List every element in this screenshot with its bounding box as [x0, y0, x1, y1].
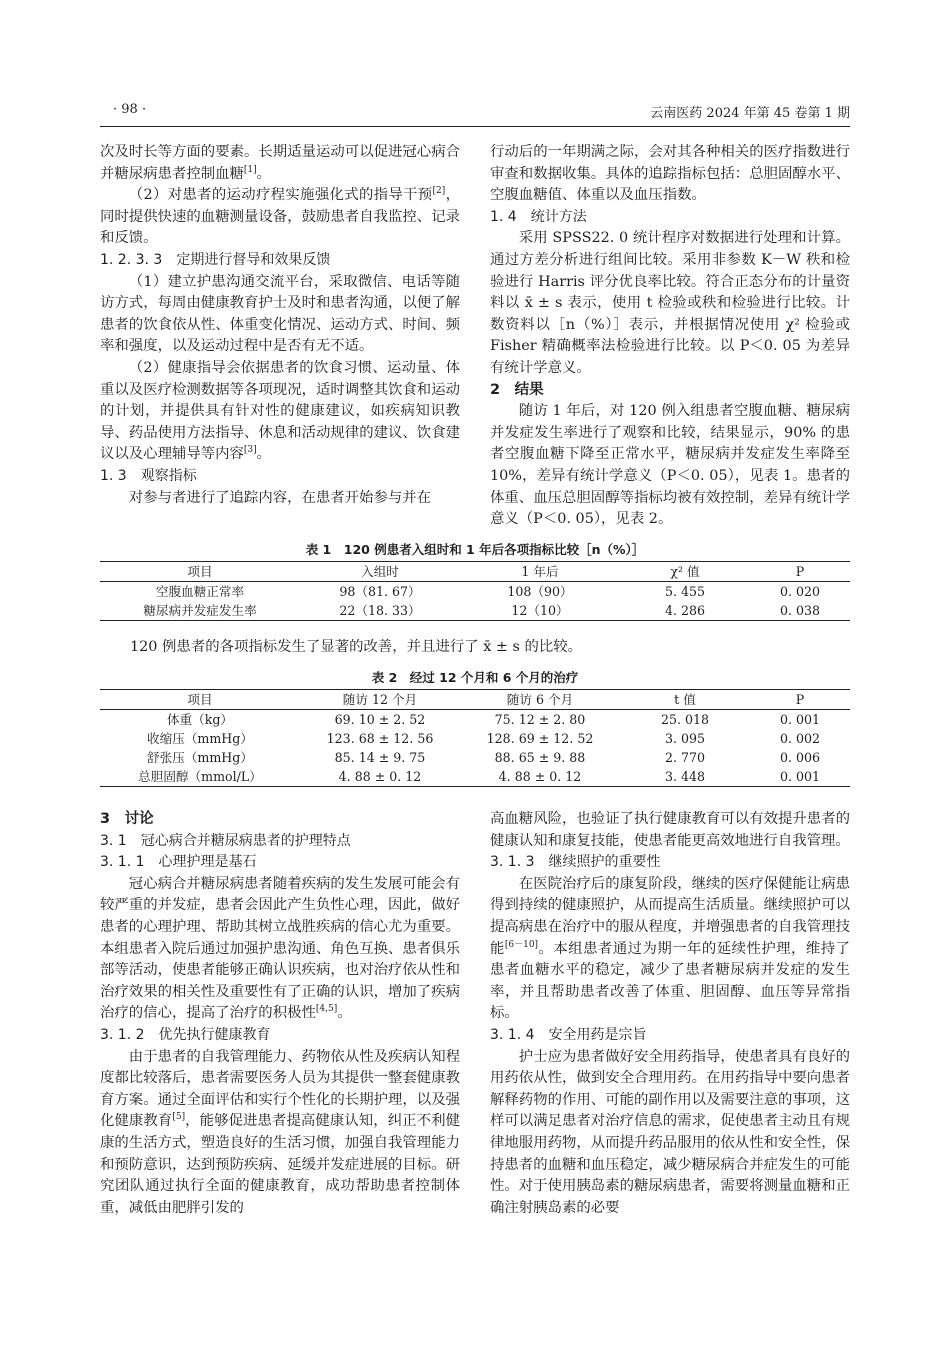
table-cell: 舒张压（mmHg） — [147, 750, 253, 765]
section-heading — [100, 1025, 460, 1047]
table-cell: 4. 286 — [620, 601, 750, 621]
paragraph-text: 护士应为患者做好安全用药指导，使患者具有良好的用药依从性，做到安全合理用药。在用药指导中要向患者解释药物的作用、可能的副作用以及需要注意的事项，这样可以满足患者对治疗信息的需求，促使患者主动且有规律地服用药物，从而提升药品服用的依从性和安全性，保持患者的血糖和血压稳定，减少糖尿病合并症发生的可能性。对于使用胰岛素的糖尿病患者，需要将测量血糖和正确注射胰岛素的必要 — [490, 1048, 850, 1216]
paragraph-text: 在医院治疗后的康复阶段，继续的医疗保健能让病患得到持续的健康照护，从而提高生活质量。继续照护可以提高病患在治疗中的服从程度，并增强患者的自我管理技能 — [490, 875, 850, 957]
table-row — [100, 582, 850, 602]
section-heading — [100, 852, 460, 874]
column-header: 项目 — [100, 690, 300, 710]
paragraph-text: 采用 SPSS22. 0 统计程序对数据进行处理和计算。通过方差分析进行组间比较。采用非参数 K－W 秩和检验进行 Harris 评分优良率比较。符合正态分布的计量资料以 x̄ ± s 表示，使用 t 检验或秩和检验进行比较。计数资料以［n（%）］表示，并根据情况使用 χ² 检验或 Fisher 精确概率法检验进行比较。以 P＜0. 05 为差异有统计学意义。 — [490, 230, 850, 376]
paragraph-text: 1. 3 观察指标 — [100, 467, 197, 484]
paragraph — [100, 874, 460, 1025]
table-cell: 25. 018 — [660, 712, 710, 727]
table-cell: 0. 001 — [750, 767, 850, 787]
citation-ref: [1] — [243, 164, 257, 175]
column-header: P — [750, 690, 850, 710]
section-heading — [490, 380, 850, 402]
table-row — [100, 767, 850, 787]
table2-caption: 表 2 经过 12 个月和 6 个月的治疗 — [371, 670, 579, 685]
table1 — [100, 561, 850, 621]
section-heading — [490, 1025, 850, 1047]
table-cell: 0. 020 — [779, 584, 821, 599]
paragraph — [100, 488, 460, 510]
table2 — [100, 689, 850, 787]
table-cell: 0. 001 — [779, 712, 821, 727]
table-cell: 85. 14 ± 9. 75 — [334, 750, 426, 765]
left-column-top — [100, 142, 460, 509]
paragraph-text: 高血糖风险，也验证了执行健康教育可以有效提升患者的健康认知和康复技能，使患者能更高效地进行自我管理。 — [490, 811, 850, 849]
table-cell: 总胆固醇（mmol/L） — [100, 767, 300, 787]
table-cell: 3. 448 — [620, 767, 750, 787]
column-header: 项目 — [100, 562, 300, 582]
header-rule — [100, 126, 850, 127]
section-heading — [100, 809, 460, 831]
table-cell: 69. 10 ± 2. 52 — [334, 712, 426, 727]
paragraph-text: 冠心病合并糖尿病患者随着疾病的发生发展可能会有较严重的并发症，患者会因此产生负性心理，因此，做好患者的心理护理、帮助其树立战胜疾病的信心尤为重要。本组患者入院后通过加强护患沟通、角色互换、患者俱乐部等活动，使患者能够正确认识疾病，也对治疗依从性和治疗效果的相关性及重要性有了正确的认识，增加了疾病治疗的信心，提高了治疗的积极性 — [100, 875, 460, 1022]
between-tables-text: 120 例患者的各项指标发生了显著的改善，并且进行了 x̄ ± s 的比较。 — [130, 639, 583, 655]
section-heading — [100, 831, 460, 853]
paragraph-text: （1）建立护患沟通交流平台，采取微信、电话等随访方式，每周由健康教育护士及时和患者沟通，以便了解患者的饮食依从性、体重变化情况、运动方式、时间、频率和强度，以及运动过程中是否有无不适。 — [100, 273, 460, 355]
paragraph-text: 3. 1. 3 继续照护的重要性 — [490, 854, 661, 871]
paragraph-text: ，同时提供快速的血糖测量设备，鼓励患者自我监控、记录和反馈。 — [100, 187, 460, 247]
table-row — [100, 729, 850, 748]
table-cell: 体重（kg） — [166, 712, 234, 727]
column-header: 随访 6 个月 — [460, 690, 620, 710]
column-header: 随访 12 个月 — [300, 690, 460, 710]
paragraph-text: 次及时长等方面的要素。长期适量运动可以促进冠心病合并糖尿病患者控制血糖 — [100, 144, 460, 182]
column-header: 入组时 — [300, 562, 460, 582]
table1-caption: 表 1 120 例患者入组时和 1 年后各项指标比较［n（%）］ — [305, 542, 645, 557]
paragraph — [490, 401, 850, 531]
table-cell: 4. 88 ± 0. 12 — [460, 767, 620, 787]
column-header: 1 年后 — [460, 562, 620, 582]
table-header-row — [100, 690, 850, 710]
paragraph — [490, 874, 850, 1025]
paragraph-text: 。 — [337, 1005, 352, 1022]
paragraph-text: 3. 1. 1 心理护理是基石 — [100, 854, 257, 871]
citation-ref: [6－10] — [504, 939, 539, 950]
column-header: t 值 — [620, 690, 750, 710]
paragraph-text: 1. 4 统计方法 — [490, 208, 587, 225]
paragraph-text: 2 结果 — [490, 381, 544, 398]
citation-ref: [4,5] — [315, 1004, 338, 1015]
table-cell: 收缩压（mmHg） — [147, 731, 253, 746]
paragraph — [100, 142, 460, 185]
paragraph-text: 对参与者进行了追踪内容，在患者开始参与并在 — [128, 489, 432, 506]
table-cell: 3. 095 — [664, 731, 706, 746]
table-cell: 88. 65 ± 9. 88 — [494, 750, 586, 765]
citation-ref: [2] — [432, 186, 446, 197]
paragraph-text: 行动后的一年期满之际，会对其各种相关的医疗指数进行审查和数据收集。具体的追踪指标包括：总胆固醇水平、空腹血糖值、体重以及血压指数。 — [490, 144, 850, 204]
right-column-top — [490, 142, 850, 531]
table-cell: 4. 88 ± 0. 12 — [300, 767, 460, 787]
table-row — [100, 710, 850, 730]
table-cell: 5. 455 — [664, 584, 706, 599]
table-cell: 2. 770 — [664, 750, 706, 765]
table-cell: 糖尿病并发症发生率 — [100, 601, 300, 621]
journal-header: 云南医药 2024 年第 45 卷第 1 期 — [650, 106, 850, 121]
table-cell: 0. 006 — [779, 750, 821, 765]
table-cell: 空腹血糖正常率 — [155, 584, 245, 599]
paragraph — [100, 272, 460, 358]
paragraph-text: 由于患者的自我管理能力、药物依从性及疾病认知程度都比较落后，患者需要医务人员为其提供一整套健康教育方案。通过全面评估和实行个性化的长期护理，以及强化健康教育 — [100, 1048, 460, 1130]
paragraph — [490, 228, 850, 379]
citation-ref: [3] — [243, 445, 257, 456]
paragraph — [490, 809, 850, 852]
paragraph-text: ，能够促进患者提高健康认知，纠正不利健康的生活方式，塑造良好的生活习惯，加强自我管理能力和预防意识，达到预防疾病、延缓并发症进展的目标。研究团队通过执行全面的健康教育，成功帮助患者控制体重，减低由肥胖引发的 — [100, 1113, 460, 1216]
left-column-bottom — [100, 809, 460, 1219]
table-cell: 0. 038 — [750, 601, 850, 621]
paragraph-text: 。 — [256, 446, 272, 463]
paragraph-text: 3. 1 冠心病合并糖尿病患者的护理特点 — [100, 832, 351, 849]
table-row — [100, 748, 850, 767]
paragraph-text: 。 — [256, 165, 272, 182]
paragraph-text: 3. 1. 4 安全用药是宗旨 — [490, 1026, 647, 1043]
right-column-bottom — [490, 809, 850, 1219]
paragraph-text: 3. 1. 2 优先执行健康教育 — [100, 1026, 271, 1043]
table-cell: 12（10） — [460, 601, 620, 621]
section-heading — [490, 852, 850, 874]
table-cell: 123. 68 ± 12. 56 — [326, 731, 434, 746]
paragraph-text: （2）对患者的运动疗程实施强化式的指导干预 — [128, 187, 433, 204]
paragraph — [100, 1047, 460, 1220]
column-header: χ² 值 — [620, 562, 750, 582]
paragraph — [490, 1047, 850, 1220]
paragraph-text: 随访 1 年后，对 120 例入组患者空腹血糖、糖尿病并发症发生率进行了观察和比较，结果显示，90% 的患者空腹血糖下降至正常水平，糖尿病并发症发生率降至 10%，差异有统计学意义（P＜0. 05），见表 1。患者的体重、血压总胆固醇等指标均被有效控制，差异有统计学意义（P＜0. 05），见表 2。 — [490, 403, 850, 528]
column-header: P — [750, 562, 850, 582]
paragraph — [100, 185, 460, 250]
paragraph-text: 1. 2. 3. 3 定期进行督导和效果反馈 — [100, 251, 331, 268]
page-number: · 98 · — [113, 102, 147, 117]
citation-ref: [5] — [172, 1112, 186, 1123]
section-heading — [100, 466, 460, 488]
section-heading — [490, 207, 850, 229]
paragraph-text: 3 讨论 — [100, 811, 154, 827]
table-cell: 0. 002 — [779, 731, 821, 746]
paragraph — [100, 358, 460, 466]
paragraph-text: 。本组患者通过为期一年的延续性护理，维持了患者血糖水平的稳定，减少了患者糖尿病并发症的发生率，并且帮助患者改善了体重、胆固醇、血压等异常指标。 — [490, 940, 850, 1022]
table-cell: 98（81. 67） — [339, 584, 421, 599]
paragraph-text: （2）健康指导会依据患者的饮食习惯、运动量、体重以及医疗检测数据等各项现况，适时调整其饮食和运动的计划，并提供具有针对性的健康建议，如疾病知识教导、药品使用方法指导、休息和活动规律的建议、饮食建议以及心理辅导等内容 — [100, 359, 460, 463]
section-heading — [100, 250, 460, 272]
table-cell: 22（18. 33） — [300, 601, 460, 621]
table-header-row — [100, 562, 850, 582]
table-cell: 128. 69 ± 12. 52 — [486, 731, 594, 746]
table-cell: 75. 12 ± 2. 80 — [494, 712, 586, 727]
table-row — [100, 601, 850, 621]
table-cell: 108（90） — [507, 584, 573, 599]
paragraph — [490, 142, 850, 207]
